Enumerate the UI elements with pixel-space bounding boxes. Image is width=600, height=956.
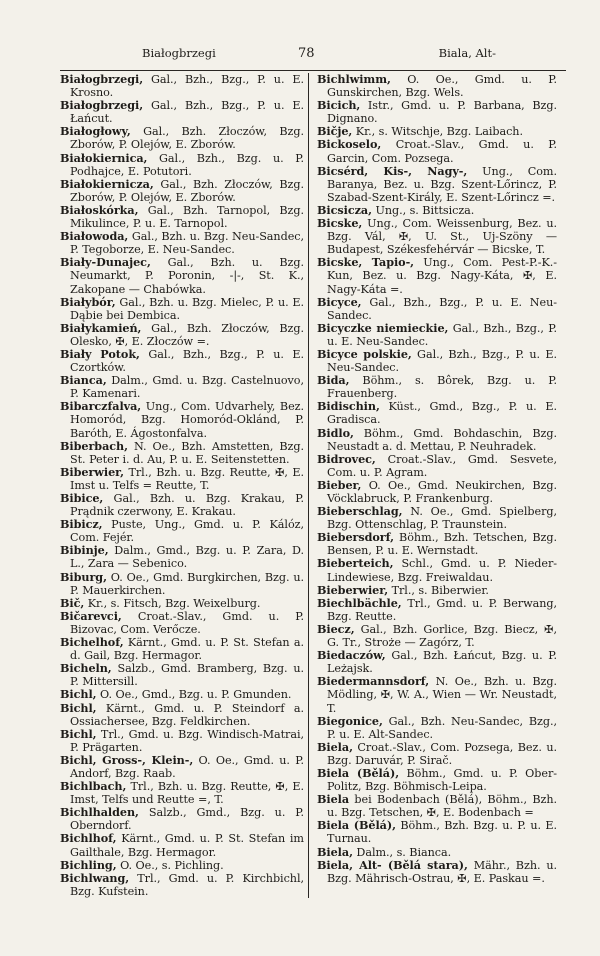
page-number: 78 <box>298 46 315 61</box>
gazetteer-entry <box>317 819 557 845</box>
gazetteer-entry <box>317 400 557 426</box>
gazetteer-entry <box>317 99 557 125</box>
gazetteer-entry <box>317 427 557 453</box>
entry-details: Ung., s. Bittsicza. <box>371 203 475 217</box>
entry-headword: Biberwier, <box>60 464 125 479</box>
gazetteer-entry <box>317 296 557 322</box>
entry-headword: Bichlwang, <box>60 870 130 885</box>
gazetteer-entry <box>317 767 557 793</box>
entry-details: Trl., s. Biberwier. <box>388 583 489 597</box>
entry-headword: Białybór, <box>60 294 116 309</box>
gazetteer-entry <box>60 662 304 688</box>
entry-headword: Bieberwier, <box>317 582 389 597</box>
entry-headword: Bicyczke niemieckie, <box>317 320 449 335</box>
entry-headword: Bicyce, <box>317 294 362 309</box>
gazetteer-entry <box>317 138 557 164</box>
entry-details: Trl., Bzh. u. Bzg. Reutte, ✠, E. Imst u. Telfs = Reutte, T. <box>70 465 304 492</box>
gazetteer-entry <box>317 453 557 479</box>
entry-headword: Bieberschlag, <box>317 504 403 519</box>
entry-details: O. Oe., Gmd. Neukirchen, Bzg. Vöcklabruck, P. Frankenburg. <box>327 478 557 505</box>
entry-details: O. Oe., Gmd., Bzg. u. P. Gmunden. <box>96 688 292 702</box>
entry-headword: Bicske, <box>317 216 363 231</box>
entry-details: Ung., Com. Baranya, Bez. u. Bzg. Szent-Lőrincz, P. Szabad-Szent-Király, E. Szent-Lőrincz =. <box>327 164 557 204</box>
entry-details: Croat.-Slav., Com. Pozsega, Bez. u. Bzg. Daruvár, P. Sirač. <box>327 740 557 767</box>
entry-details: Kr., s. Witschje, Bzg. Laibach. <box>352 125 523 139</box>
entry-details: Gal., Bzh., Bzg., P. u. E. Czortków. <box>70 347 305 375</box>
entry-details: Croat.-Slav., Gmd. u. P. Garcin, Com. Pozsega. <box>327 138 557 165</box>
entry-details: Gal., Bzh. u. Bzg. Neu-Sandec, P. Tegoborze, E. Neu-Sandec. <box>70 230 304 257</box>
entry-details: Gal., Bzh., Bzg., P. u. E. Krosno. <box>70 73 304 100</box>
gazetteer-entry <box>60 492 304 518</box>
entry-headword: Bichl, Gross-, Klein-, <box>60 752 194 767</box>
gazetteer-entry <box>60 348 304 374</box>
entry-headword: Biechlbächle, <box>317 595 402 610</box>
gazetteer-entry <box>60 806 304 832</box>
gazetteer-entry <box>317 597 557 623</box>
gazetteer-entry <box>317 165 557 204</box>
entry-details: bei Bodenbach (Bělá), Böhm., Bzh. u. Bzg. Tetschen, ✠, E. Bodenbach = <box>327 793 557 820</box>
entry-details: Puste, Ung., Gmd. u. P. Kálóz, Com. Fejér. <box>70 518 304 545</box>
entry-details: O. Oe., s. Pichling. <box>116 858 224 872</box>
entry-details: Ung., Com. Weissenburg, Bez. u. Bzg. Vál, ✠, U. St., Uj-Szöny — Budapest, Székesfehérvár — Bicske, T. <box>327 217 557 257</box>
entry-headword: Biebersdorf, <box>317 530 394 545</box>
entry-headword: Biedaczów, <box>317 648 386 663</box>
entry-details: Gal., Bzh. Gorlice, Bzg. Biecz, ✠, G. Tr., Stroże — Zagórz, T. <box>327 622 557 650</box>
entry-headword: Bianca, <box>60 373 107 388</box>
entry-details: O. Oe., Gmd. u. P. Andorf, Bzg. Raab. <box>70 753 304 780</box>
entry-headword: Białogłowy, <box>60 124 131 139</box>
entry-headword: Bichlhalden, <box>60 805 139 820</box>
gazetteer-entry <box>317 479 557 505</box>
gazetteer-entry <box>317 256 557 295</box>
entry-details: Dalm., Gmd. u. Bzg. Castelnuovo, P. Kamenari. <box>70 374 304 401</box>
entry-headword: Bichelhof, <box>60 635 124 650</box>
gazetteer-entry <box>60 296 304 322</box>
entry-details: Gal., Bzh. u. Bzg. Mielec, P. u. E. Dąbie bei Dembica. <box>70 295 304 322</box>
entry-headword: Bickoselo, <box>317 137 382 152</box>
gazetteer-entry <box>60 99 304 125</box>
entry-details: Gal., Bzh. Złoczów, Bzg. Olesko, ✠, E. Złoczów =. <box>70 321 304 348</box>
entry-details: Ung., Com. Udvarhely, Bez. Homoród, Bzg. Homoród-Oklánd, P. Baróth, E. Ágostonfalva. <box>70 400 304 440</box>
gazetteer-entry <box>317 557 557 583</box>
entry-headword: Białogbrzegi, <box>60 98 144 113</box>
gazetteer-entry <box>60 440 304 466</box>
entry-headword: Bicyce polskie, <box>317 346 412 361</box>
entry-headword: Bichl, <box>60 700 97 715</box>
entry-details: Trl., Gmd. u. P. Berwang, Bzg. Reutte. <box>327 596 557 623</box>
entry-headword: Białokiernica, <box>60 150 148 165</box>
entry-details: N. Oe., Bzh. u. Bzg. Mödling, ✠, W. A., Wien — Wr. Neustadt, T. <box>327 675 557 715</box>
entry-headword: Bicsicza, <box>317 202 372 217</box>
entry-headword: Białokiernicza, <box>60 176 154 191</box>
entry-headword: Bibinje, <box>60 543 109 558</box>
gazetteer-entry <box>60 872 304 898</box>
entry-headword: Biela <box>317 792 350 807</box>
gazetteer-entry <box>60 400 304 439</box>
entry-details: Kärnt., Gmd. u. P. St. Stefan a. d. Gail, Bzg. Hermagor. <box>70 636 304 663</box>
entry-headword: Biela (Bělá), <box>317 818 396 833</box>
entry-headword: Biecz, <box>317 621 355 636</box>
entry-details: N. Oe., Bzh. Amstetten, Bzg. St. Peter i. d. Au, P. u. E. Seitenstetten. <box>70 439 304 466</box>
gazetteer-entry <box>60 256 304 295</box>
gazetteer-entry <box>317 741 557 767</box>
entry-details: Kr., s. Fitsch, Bzg. Weixelburg. <box>84 596 261 610</box>
gazetteer-entry <box>60 544 304 570</box>
left-column <box>60 73 308 898</box>
header-rule <box>60 70 566 71</box>
gazetteer-entry <box>317 505 557 531</box>
entry-headword: Biedermannsdorf, <box>317 674 430 689</box>
gazetteer-entry <box>317 623 557 649</box>
entry-headword: Bičarevci, <box>60 608 122 623</box>
entry-details: Schl., Gmd. u. P. Nieder-Lindewiese, Bzg. Freiwaldau. <box>327 557 557 584</box>
entry-headword: Bichling, <box>60 857 117 872</box>
gazetteer-entry <box>317 793 557 819</box>
entry-details: Gal., Bzh., Bzg., P. u. E. Neu-Sandec. <box>327 347 557 375</box>
gazetteer-entry <box>60 204 304 230</box>
entry-details: Mähr., Bzh. u. Bzg. Mährisch-Ostrau, ✠, E. Paskau =. <box>327 858 557 885</box>
entry-details: Gal., Bzh. Złoczów, Bzg. Zborów, P. Olejów, E. Zborów. <box>70 177 304 204</box>
gazetteer-entry <box>60 374 304 400</box>
entry-headword: Bichl, <box>60 726 97 741</box>
entry-details: Gal., Bzh. u. Bzg. Neumarkt, P. Poronin, -|-, St. K., Zakopane — Chabówka. <box>70 256 304 296</box>
entry-details: Küst., Gmd., Bzg., P. u. E. Gradisca. <box>327 400 557 427</box>
gazetteer-entry <box>317 859 557 885</box>
gazetteer-entry <box>60 728 304 754</box>
entry-headword: Bicich, <box>317 98 361 113</box>
entry-headword: Bicsérd, Kis-, Nagy-, <box>317 163 468 178</box>
gazetteer-entry <box>60 780 304 806</box>
entry-headword: Bida, <box>317 373 350 388</box>
header-left-keyword: Białogbrzegi <box>142 46 216 60</box>
two-column-body <box>60 73 566 898</box>
gazetteer-entry <box>317 73 557 99</box>
entry-details: Croat.-Slav., Gmd. u. P. Bizovac, Com. Verőcze. <box>70 609 304 636</box>
entry-headword: Biela, <box>317 844 353 859</box>
entry-headword: Bichlbach, <box>60 779 127 794</box>
header-right-keyword: Biala, Alt- <box>438 46 496 60</box>
entry-details: Salzb., Gmd., Bzg. u. P. Oberndorf. <box>70 806 304 833</box>
gazetteer-entry <box>60 636 304 662</box>
entry-details: Böhm., s. Bôrek, Bzg. u. P. Frauenberg. <box>327 374 557 401</box>
entry-headword: Biberbach, <box>60 438 128 453</box>
entry-details: O. Oe., Gmd. u. P. Gunskirchen, Bzg. Wels. <box>327 73 557 100</box>
entry-details: Gal., Bzh., Bzg. u. P. Podhajce, E. Potutori. <box>70 151 304 178</box>
gazetteer-entry <box>60 230 304 256</box>
entry-details: Croat.-Slav., Gmd. Sesvete, Com. u. P. Agram. <box>327 452 557 479</box>
gazetteer-entry <box>60 610 304 636</box>
gazetteer-entry <box>60 518 304 544</box>
gazetteer-entry <box>60 702 304 728</box>
entry-headword: Bibarczfalva, <box>60 399 142 414</box>
entry-headword: Biela, <box>317 739 353 754</box>
entry-headword: Białogbrzegi, <box>60 72 144 86</box>
entry-headword: Białowoda, <box>60 229 129 244</box>
gazetteer-entry <box>60 832 304 858</box>
gazetteer-entry <box>60 688 304 701</box>
entry-headword: Bič, <box>60 595 85 610</box>
entry-details: Böhm., Gmd. u. P. Ober-Politz, Bzg. Böhmisch-Leipa. <box>327 766 558 794</box>
gazetteer-entry <box>60 73 304 99</box>
gazetteer-entry <box>60 754 304 780</box>
entry-details: Istr., Gmd. u. P. Barbana, Bzg. Dignano. <box>327 99 557 126</box>
entry-details: Gal., Bzh. u. Bzg. Krakau, P. Prądnik czerwony, E. Krakau. <box>70 492 304 519</box>
gazetteer-entry <box>317 374 557 400</box>
entry-details: Dalm., s. Bianca. <box>352 845 452 859</box>
gazetteer-entry <box>317 322 557 348</box>
entry-headword: Biały-Dunajec, <box>60 255 151 270</box>
gazetteer-entry <box>317 531 557 557</box>
right-column <box>309 73 557 898</box>
entry-headword: Bibice, <box>60 491 104 505</box>
gazetteer-entry <box>60 125 304 151</box>
entry-headword: Bicheln, <box>60 661 112 676</box>
entry-headword: Biela, Alt- (Bělá stara), <box>317 857 468 872</box>
entry-headword: Bidlo, <box>317 425 354 440</box>
entry-details: Böhm., Gmd. Bohdaschin, Bzg. Neustadt a. d. Mettau, P. Neuhradek. <box>327 426 557 453</box>
entry-headword: Bichl, <box>60 687 97 702</box>
entry-headword: Bidischin, <box>317 399 380 414</box>
entry-details: Gal., Bzh., Bzg., P. u. E. Neu-Sandec. <box>327 321 558 348</box>
entry-details: Böhm., Bzh. Tetschen, Bzg. Bensen, P. u. E. Wernstadt. <box>327 531 557 558</box>
entry-headword: Bicske, Tapio-, <box>317 255 415 270</box>
entry-headword: Bieberteich, <box>317 556 394 571</box>
entry-details: Dalm., Gmd., Bzg. u. P. Zara, D. L., Zara — Sebenico. <box>70 544 304 571</box>
entry-headword: Bičje, <box>317 124 353 139</box>
gazetteer-entry <box>60 152 304 178</box>
gazetteer-entry <box>317 649 557 675</box>
entry-headword: Białykamień, <box>60 320 142 335</box>
gazetteer-entry <box>60 571 304 597</box>
gazetteer-entry <box>317 348 557 374</box>
entry-headword: Bichlwimm, <box>317 72 391 86</box>
entry-details: Ung., Com. Pest-P.-K.-Kun, Bez. u. Bzg. Nagy-Káta, ✠, E. Nagy-Káta =. <box>327 256 557 296</box>
entry-headword: Biela (Bělá), <box>317 765 400 780</box>
entry-details: Gal., Bzh., Bzg., P. u. E. Łańcut. <box>70 99 304 126</box>
entry-headword: Bichlhof, <box>60 831 117 846</box>
entry-details: O. Oe., Gmd. Burgkirchen, Bzg. u. P. Mauerkirchen. <box>70 570 304 597</box>
entry-details: Salzb., Gmd. Bramberg, Bzg. u. P. Mittersill. <box>70 662 304 689</box>
entry-details: Gal., Bzh. Złoczów, Bzg. Zborów, P. Olejów, E. Zborów. <box>70 125 304 152</box>
entry-details: Böhm., Bzh. Bzg. u. P. u. E. Turnau. <box>327 819 557 846</box>
entry-details: Gal., Bzh., Bzg., P. u. E. Neu-Sandec. <box>327 295 557 322</box>
entry-details: N. Oe., Gmd. Spielberg, Bzg. Ottenschlag, P. Traunstein. <box>327 505 557 532</box>
entry-details: Trl., Bzh. u. Bzg. Reutte, ✠, E. Imst, Telfs und Reutte =, T. <box>70 780 304 807</box>
entry-details: Kärnt., Gmd. u. P. Steindorf a. Ossiachersee, Bzg. Feldkirchen. <box>70 701 304 728</box>
entry-details: Kärnt., Gmd. u. P. St. Stefan im Gailthale, Bzg. Hermagor. <box>70 832 304 859</box>
entry-headword: Białoskórka, <box>60 202 139 217</box>
gazetteer-entry <box>317 217 557 256</box>
entry-details: Trl., Gmd. u. Bzg. Windisch-Matrai, P. Prägarten. <box>70 727 304 754</box>
gazetteer-entry <box>60 466 304 492</box>
entry-details: Trl., Gmd. u. P. Kirchbichl, Bzg. Kufstein. <box>70 871 304 898</box>
gazetteer-entry <box>317 715 557 741</box>
entry-details: Gal., Bzh. Tarnopol, Bzg. Mikulince, P. u. E. Tarnopol. <box>70 203 304 231</box>
entry-headword: Biały Potok, <box>60 346 140 361</box>
running-head <box>60 46 566 66</box>
gazetteer-entry <box>317 675 557 714</box>
gazetteer-entry <box>60 322 304 348</box>
entry-headword: Biegonice, <box>317 713 383 728</box>
entry-details: Gal., Bzh. Neu-Sandec, Bzg., P. u. E. Alt-Sandec. <box>327 714 557 741</box>
entry-details: Gal., Bzh. Łańcut, Bzg. u. P. Leżajsk. <box>327 649 557 676</box>
entry-headword: Bidrovec, <box>317 451 376 466</box>
entry-headword: Bieber, <box>317 477 362 492</box>
entry-headword: Biburg, <box>60 569 107 584</box>
entry-headword: Bibicz, <box>60 517 103 532</box>
gazetteer-entry <box>60 178 304 204</box>
